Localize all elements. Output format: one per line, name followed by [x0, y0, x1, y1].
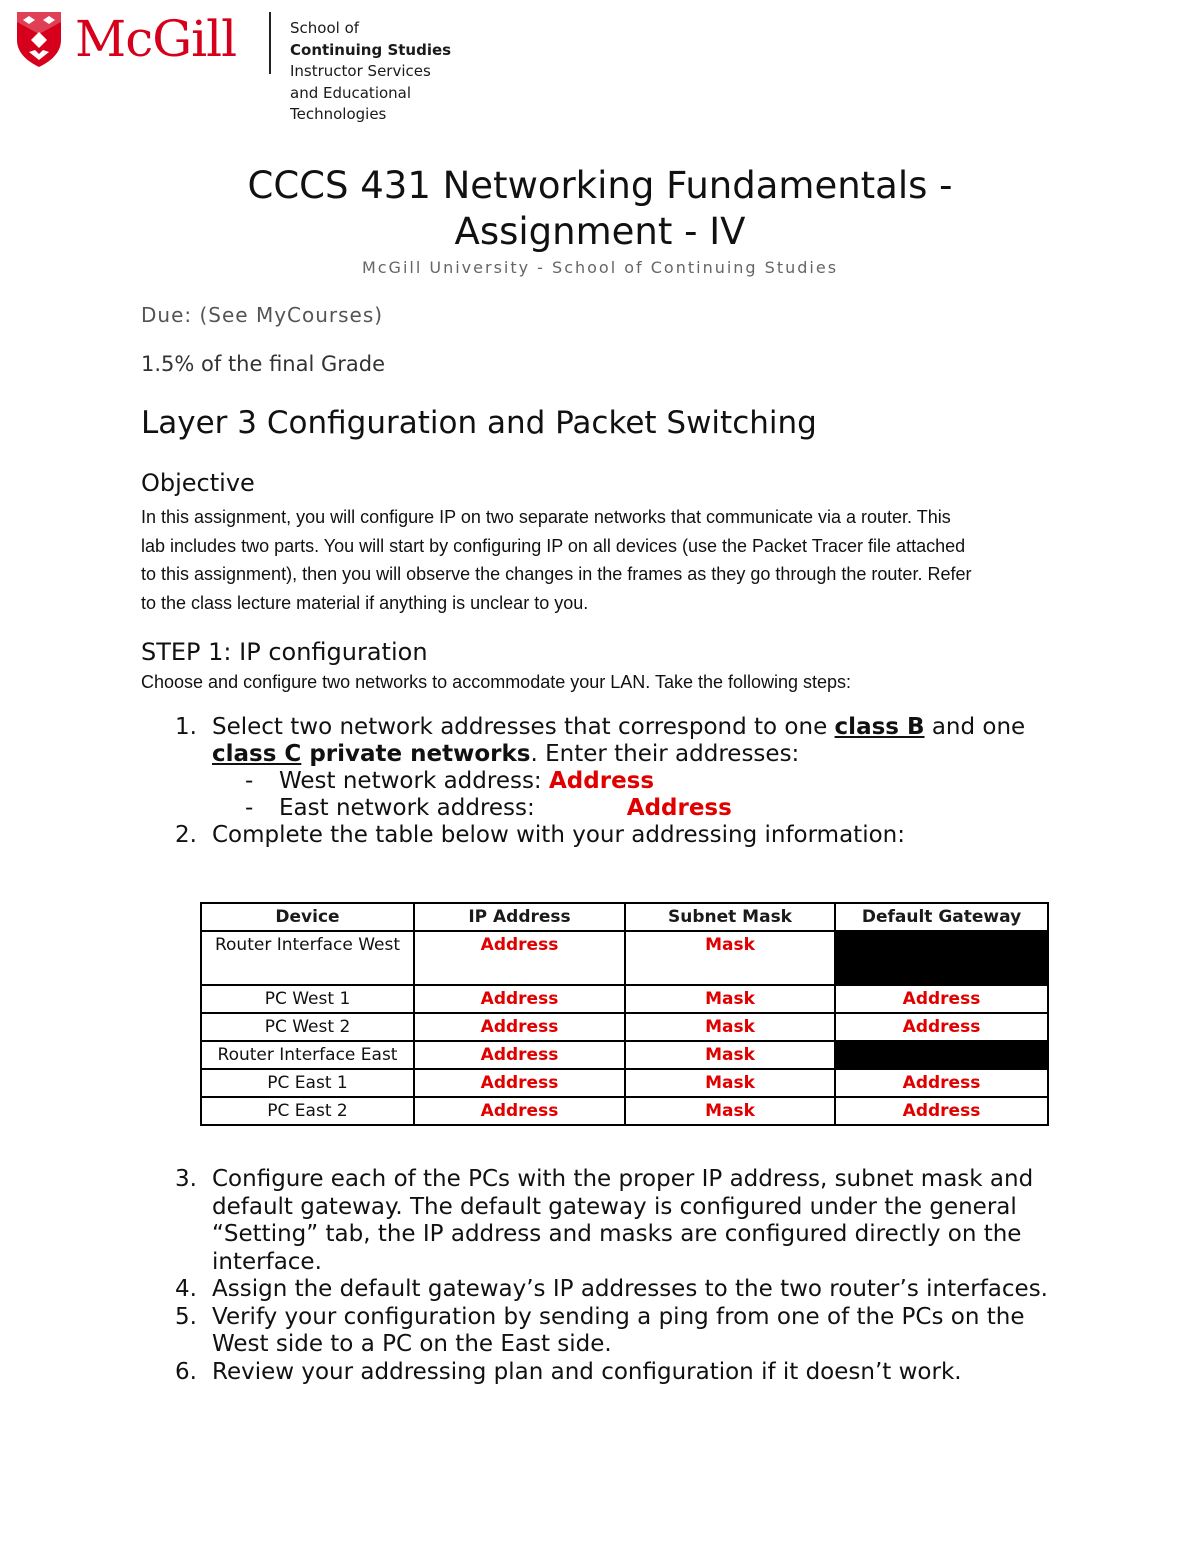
list-item [175, 1166, 1075, 1276]
addressing-table [200, 902, 1049, 1126]
step-text: . Enter their addresses: [530, 741, 800, 767]
west-address-row [175, 768, 1075, 795]
bullet-dash: - [245, 768, 254, 794]
unit-line: Continuing Studies [290, 40, 452, 59]
column-header-device: Device [201, 903, 414, 931]
table-row [201, 1013, 1048, 1041]
due-date: Due: (See MyCourses) [141, 303, 384, 327]
list-item [175, 1276, 1075, 1304]
mcgill-crest-icon [15, 10, 63, 68]
device-cell: Router Interface West [201, 931, 414, 985]
device-cell: PC West 2 [201, 1013, 414, 1041]
table-header-row [201, 903, 1048, 931]
mcgill-logo-text: McGill [75, 10, 237, 68]
ip-cell[interactable]: Address [414, 1097, 625, 1125]
ip-cell[interactable]: Address [414, 931, 625, 985]
paragraph-line: to the class lecture material if anything is unclear to you. [141, 593, 589, 614]
step-text: Review your addressing plan and configuration if it doesn’t work. [212, 1358, 962, 1385]
section-title: Layer 3 Configuration and Packet Switching [141, 405, 817, 441]
device-cell: PC East 2 [201, 1097, 414, 1125]
table-row [201, 1069, 1048, 1097]
step-text: Complete the table below with your addressing information: [212, 822, 905, 848]
list-item-continuation [175, 741, 1075, 768]
steps-list-bottom [175, 1166, 1075, 1386]
west-address-label: West network address: [279, 768, 549, 794]
gateway-cell[interactable]: Address [835, 985, 1048, 1013]
unit-line: Technologies [290, 105, 387, 123]
gateway-cell[interactable]: Address [835, 1013, 1048, 1041]
step-text: Verify your configuration by sending a ping from one of the PCs on the West side to a PC on the East side. [212, 1303, 1025, 1357]
paragraph-line: lab includes two parts. You will start by configuring IP on all devices (use the Packet Tracer file attached [141, 535, 966, 556]
table-row [201, 985, 1048, 1013]
grade-weight: 1.5% of the final Grade [141, 352, 386, 376]
objective-paragraph [141, 503, 1061, 618]
mask-cell[interactable]: Mask [625, 1041, 835, 1069]
steps-list-top [175, 714, 1075, 849]
mask-cell[interactable]: Mask [625, 1097, 835, 1125]
class-b-emphasis: class B [834, 714, 925, 740]
device-cell: PC East 1 [201, 1069, 414, 1097]
list-item [175, 1304, 1075, 1359]
gateway-cell-blocked [835, 931, 1048, 985]
title-line: CCCS 431 Networking Fundamentals - [247, 164, 953, 207]
page-subtitle: McGill University - School of Continuing Studies [361, 258, 839, 277]
list-item [175, 714, 1075, 741]
header-divider [269, 12, 271, 74]
mask-cell[interactable]: Mask [625, 931, 835, 985]
table-row [201, 931, 1048, 985]
objective-heading: Objective [141, 469, 255, 497]
mask-cell[interactable]: Mask [625, 1069, 835, 1097]
paragraph-line: to this assignment), then you will observe the changes in the frames as they go through the router. Refer [141, 564, 972, 585]
east-address-label: East network address: [279, 795, 535, 821]
document-header [15, 10, 475, 130]
ip-cell[interactable]: Address [414, 1069, 625, 1097]
paragraph-line: In this assignment, you will configure IP on two separate networks that communicate via a router. This [141, 507, 951, 527]
east-address-value[interactable]: Address [626, 795, 732, 821]
gateway-cell[interactable]: Address [835, 1069, 1048, 1097]
step-intro: Choose and configure two networks to accommodate your LAN. Take the following steps: [141, 672, 852, 692]
west-address-value[interactable]: Address [549, 768, 655, 794]
list-item [175, 1359, 1075, 1387]
mask-cell[interactable]: Mask [625, 1013, 835, 1041]
list-number: 3. [175, 1166, 197, 1192]
step-text: Configure each of the PCs with the proper IP address, subnet mask and default gateway. The default gateway is configured under the general “Setting” tab, the IP address and masks are configured directly on the interface. [212, 1166, 1034, 1275]
device-cell: PC West 1 [201, 985, 414, 1013]
ip-cell[interactable]: Address [414, 1041, 625, 1069]
list-number: 2. [175, 822, 197, 848]
step-text: Assign the default gateway’s IP addresses to the two router’s interfaces. [212, 1276, 1048, 1302]
step-heading: STEP 1: IP configuration [141, 638, 428, 666]
column-header-ip: IP Address [414, 903, 625, 931]
ip-cell[interactable]: Address [414, 1013, 625, 1041]
title-line: Assignment - IV [454, 210, 746, 253]
unit-line: and Educational [290, 83, 412, 102]
step-text: and one [924, 714, 1026, 740]
table-row [201, 1041, 1048, 1069]
gateway-cell[interactable]: Address [835, 1097, 1048, 1125]
page-title [0, 163, 1200, 255]
mask-cell[interactable]: Mask [625, 985, 835, 1013]
unit-line: Instructor Services [290, 62, 431, 80]
list-number: 6. [175, 1358, 197, 1385]
unit-line: School of [290, 19, 360, 37]
gateway-cell-blocked [835, 1041, 1048, 1069]
class-c-emphasis: class C [212, 741, 302, 767]
list-item [175, 822, 1075, 849]
column-header-gateway: Default Gateway [835, 903, 1048, 931]
bullet-dash: - [245, 795, 254, 821]
step-text: Select two network addresses that correspond to one [212, 714, 835, 740]
unit-name [290, 18, 451, 126]
column-header-mask: Subnet Mask [625, 903, 835, 931]
table-row [201, 1097, 1048, 1125]
device-cell: Router Interface East [201, 1041, 414, 1069]
list-number: 5. [175, 1303, 197, 1330]
east-address-row [175, 795, 1075, 822]
private-networks-emphasis: private networks [301, 741, 531, 767]
list-number: 1. [175, 714, 197, 740]
list-number: 4. [175, 1276, 197, 1302]
ip-cell[interactable]: Address [414, 985, 625, 1013]
